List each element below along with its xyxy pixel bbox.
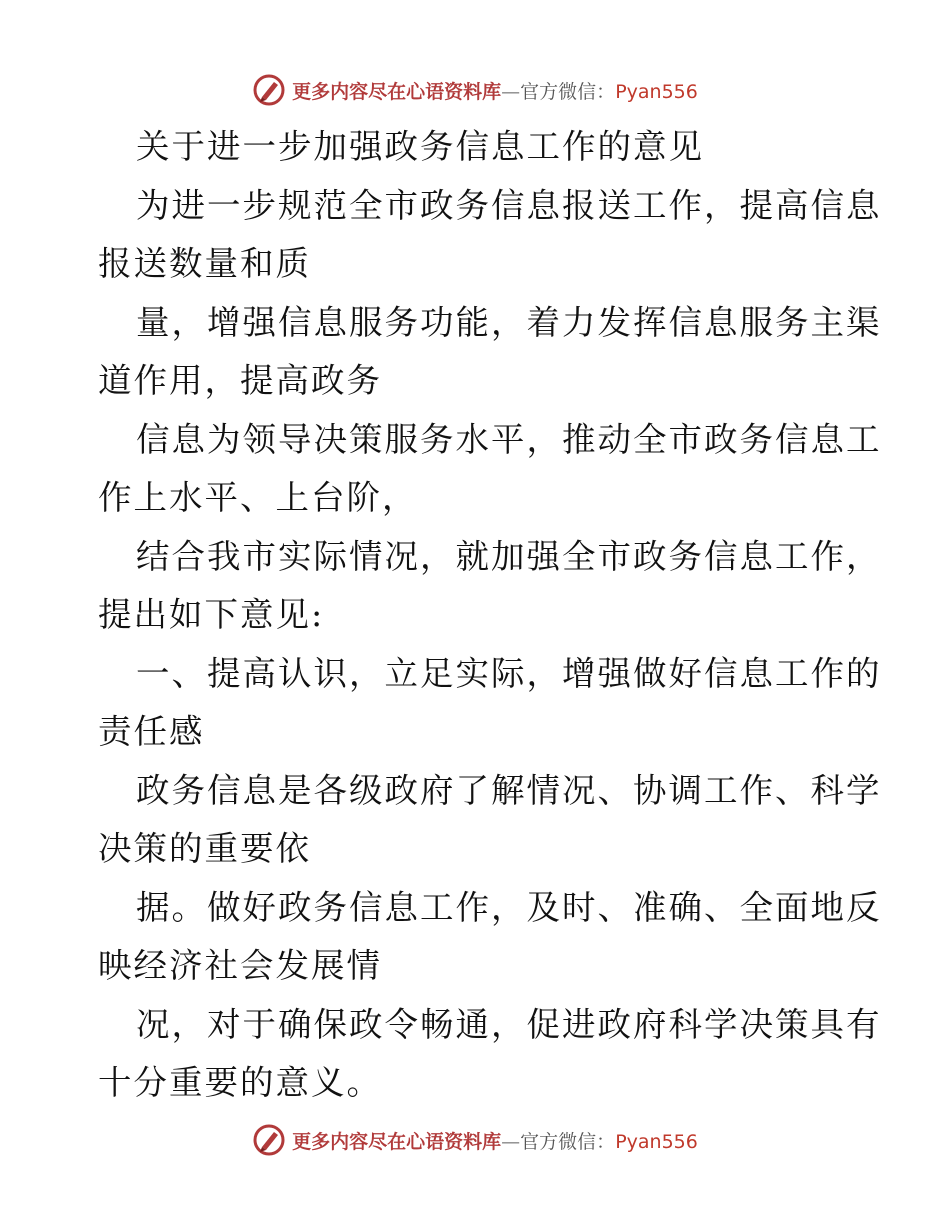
pen-logo-icon bbox=[252, 1123, 286, 1157]
text-line: 一、提高认识，立足实际，增强做好信息工作的 bbox=[136, 653, 882, 693]
text-line: 映经济社会发展情 bbox=[98, 946, 382, 985]
paragraph bbox=[98, 294, 882, 411]
text-line: 结合我市实际情况，就加强全市政务信息工作， bbox=[136, 536, 882, 576]
banner-main-text: 更多内容尽在心语资料库 bbox=[292, 80, 502, 103]
text-line: 信息为领导决策服务水平，推动全市政务信息工 bbox=[136, 419, 882, 459]
text-line: 为进一步规范全市政务信息报送工作，提高信息 bbox=[136, 185, 882, 225]
header-watermark-banner bbox=[0, 70, 950, 110]
banner-separator: — bbox=[501, 1130, 521, 1153]
text-line: 据。做好政务信息工作，及时、准确、全面地反 bbox=[136, 887, 882, 927]
text-line: 报送数量和质 bbox=[98, 244, 311, 283]
banner-wechat-id: Pyan556 bbox=[615, 80, 698, 103]
banner-wechat-id: Pyan556 bbox=[615, 1130, 698, 1153]
banner-wechat-label: 官方微信： bbox=[520, 80, 616, 103]
text-line: 政务信息是各级政府了解情况、协调工作、科学 bbox=[136, 770, 882, 810]
document-title bbox=[98, 118, 858, 177]
text-line: 十分重要的意义。 bbox=[98, 1063, 382, 1102]
banner-main-text: 更多内容尽在心语资料库 bbox=[292, 1130, 502, 1153]
pen-logo-icon bbox=[252, 73, 286, 107]
paragraph bbox=[98, 528, 882, 645]
paragraph bbox=[98, 996, 882, 1113]
banner-separator: — bbox=[501, 80, 521, 103]
banner-wechat-label: 官方微信： bbox=[520, 1130, 616, 1153]
document-body bbox=[98, 118, 882, 1113]
paragraph bbox=[98, 879, 882, 996]
footer-watermark-banner bbox=[0, 1120, 950, 1160]
text-line: 作上水平、上台阶， bbox=[98, 478, 418, 517]
section-heading bbox=[98, 645, 882, 762]
text-line: 决策的重要依 bbox=[98, 829, 311, 868]
paragraph bbox=[98, 762, 882, 879]
text-line: 关于进一步加强政务信息工作的意见 bbox=[136, 127, 704, 166]
paragraph bbox=[98, 177, 882, 294]
text-line: 道作用，提高政务 bbox=[98, 361, 382, 400]
text-line: 量，增强信息服务功能，着力发挥信息服务主渠 bbox=[136, 302, 882, 342]
text-line: 况，对于确保政令畅通，促进政府科学决策具有 bbox=[136, 1004, 882, 1044]
text-line: 提出如下意见: bbox=[98, 595, 325, 634]
paragraph bbox=[98, 411, 882, 528]
text-line: 责任感 bbox=[98, 712, 205, 751]
